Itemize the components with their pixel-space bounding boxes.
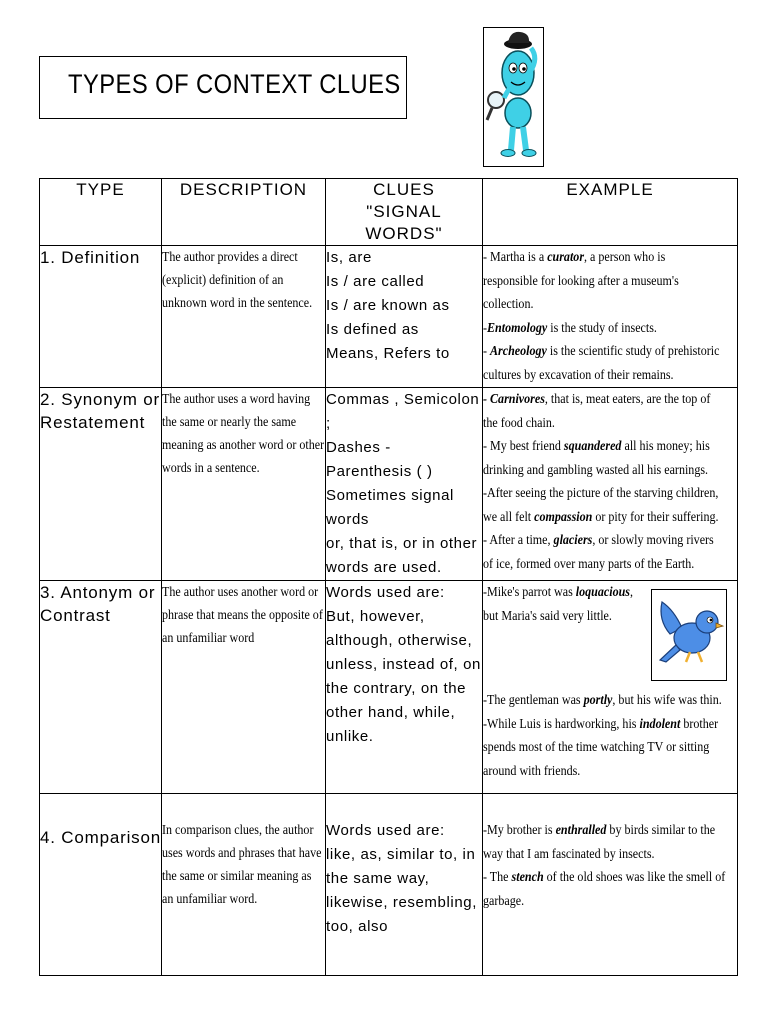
example-cell — [483, 246, 738, 388]
example-line — [483, 890, 701, 914]
header-description: DESCRIPTION — [162, 179, 326, 246]
example-keyword: Entomology — [487, 320, 548, 336]
example-text: - The — [483, 870, 512, 885]
signal-word: But, however, — [326, 608, 425, 625]
example-text: , or slowly moving rivers — [592, 533, 714, 548]
description-text: The author uses another word or phrase that means the opposite of an unfamiliar word — [162, 585, 323, 646]
example-cell — [483, 794, 738, 976]
example-text: but Maria's said very little. — [483, 608, 612, 624]
example-text: - — [483, 320, 488, 336]
example-line — [483, 293, 701, 317]
description-cell — [162, 388, 326, 581]
header-clues-line2: "SIGNAL WORDS" — [365, 202, 443, 243]
type-label: Contrast — [40, 606, 111, 625]
example-keyword: glaciers — [553, 533, 593, 548]
example-keyword: loquacious — [575, 585, 630, 600]
example-text: by birds similar to the — [606, 823, 716, 838]
example-text: -The gentleman was — [483, 693, 584, 708]
example-keyword: indolent — [639, 716, 681, 732]
signal-word: the contrary, on the — [326, 680, 467, 697]
bird-image-frame — [651, 589, 727, 681]
example-keyword: portly — [583, 693, 613, 708]
example-text: garbage. — [483, 893, 525, 909]
type-cell — [40, 794, 162, 976]
example-line — [483, 736, 710, 760]
description-text: The author uses a word having the same or nearly the same meaning as another word or other words in a sentence. — [162, 392, 325, 476]
signal-word: words are used. — [326, 559, 442, 576]
signal-word: Is / are known as — [326, 297, 450, 314]
example-text: the food chain. — [483, 415, 555, 431]
table-row — [40, 246, 738, 388]
example-line — [483, 364, 701, 388]
example-text: we all felt — [483, 509, 535, 525]
example-line — [483, 506, 719, 530]
table-row — [40, 581, 738, 794]
example-keyword: squandered — [563, 439, 622, 454]
example-line — [483, 340, 720, 364]
signal-word: although, otherwise, — [326, 632, 473, 649]
example-line — [483, 270, 701, 294]
example-text: -My brother is — [483, 823, 556, 838]
example-line — [483, 819, 716, 843]
signal-word: the same way, — [326, 870, 430, 887]
example-line — [483, 553, 701, 577]
example-line — [483, 388, 711, 412]
description-cell — [162, 581, 326, 794]
title-box — [39, 56, 407, 119]
type-cell — [40, 246, 162, 388]
signal-word: Words used are: — [326, 584, 445, 601]
example-text: around with friends. — [483, 763, 581, 779]
signal-word: likewise, resembling, — [326, 894, 477, 911]
example-text: - — [483, 344, 491, 359]
example-text: , a person who is — [584, 250, 666, 265]
signal-word: too, also — [326, 918, 389, 935]
example-line — [483, 482, 719, 506]
signal-word: other hand, while, — [326, 704, 456, 721]
example-text: collection. — [483, 297, 534, 312]
clues-cell — [326, 388, 483, 581]
example-text: - Martha is a — [483, 250, 548, 265]
signal-word: like, as, similar to, in — [326, 846, 476, 863]
example-text: -Mike's parrot was — [483, 585, 576, 600]
clues-cell — [326, 794, 483, 976]
signal-word: Is defined as — [326, 321, 419, 338]
example-line — [483, 317, 701, 341]
example-text: , that is, meat eaters, are the top of — [544, 392, 711, 407]
signal-word: Parenthesis ( ) — [326, 463, 433, 480]
example-cell — [483, 388, 738, 581]
example-line — [483, 435, 710, 459]
example-line — [483, 760, 701, 784]
example-text: brother — [680, 716, 719, 732]
header-clues-line1: CLUES — [373, 180, 435, 199]
example-text: -While Luis is hardworking, his — [483, 716, 640, 732]
bird-icon — [652, 590, 726, 680]
signal-word: Is / are called — [326, 273, 425, 290]
signal-word: Words used are: — [326, 822, 445, 839]
table-row — [40, 388, 738, 581]
header-example: EXAMPLE — [483, 179, 738, 246]
signal-word: Is, are — [326, 249, 372, 266]
example-line — [483, 246, 701, 270]
header-clues — [326, 179, 483, 246]
context-clues-table — [39, 178, 738, 976]
type-label: Restatement — [40, 413, 146, 432]
table-header-row — [40, 179, 738, 246]
example-line — [483, 843, 701, 867]
example-text: spends most of the time watching TV or sitting — [483, 740, 710, 755]
example-text: -After seeing the picture of the starving children, — [483, 486, 719, 501]
type-label: 3. Antonym or — [40, 583, 156, 602]
example-text: drinking and gambling wasted all his earnings. — [483, 462, 709, 478]
clues-cell — [326, 581, 483, 794]
signal-word: Sometimes signal words — [326, 487, 454, 528]
type-label: 2. Synonym or — [40, 390, 161, 409]
example-text: , — [629, 585, 633, 600]
page-title: TYPES OF CONTEXT CLUES — [68, 69, 401, 99]
example-keyword: curator — [547, 250, 585, 265]
example-line — [483, 529, 714, 553]
example-text: is the scientific study of prehistoric — [546, 344, 720, 359]
example-keyword: stench — [511, 870, 544, 885]
description-text: In comparison clues, the author uses words and phrases that have the same or similar meaning as an unfamiliar word. — [162, 823, 322, 907]
example-text: way that I am fascinated by insects. — [483, 846, 655, 862]
description-cell — [162, 794, 326, 976]
signal-word: Commas , Semicolon ; — [326, 391, 480, 432]
example-text: of the old shoes was like the smell of — [543, 870, 726, 885]
example-line — [483, 459, 709, 483]
example-text: - After a time, — [483, 533, 554, 548]
example-text: all his money; his — [621, 439, 710, 454]
signal-word: or, that is, or in other — [326, 535, 478, 552]
example-line — [483, 866, 726, 890]
example-keyword: enthralled — [555, 823, 607, 838]
signal-word: Means, Refers to — [326, 345, 450, 362]
type-label: 4. Comparison — [40, 828, 161, 847]
example-keyword: compassion — [534, 509, 593, 525]
example-text: cultures by excavation of their remains. — [483, 367, 674, 383]
signal-word: unlike. — [326, 728, 374, 745]
example-text: responsible for looking after a museum's — [483, 273, 679, 289]
header-type: TYPE — [40, 179, 162, 246]
example-line — [483, 412, 701, 436]
description-text: The author provides a direct (explicit) definition of an unknown word in the sentence. — [162, 250, 313, 311]
example-text: or pity for their suffering. — [592, 509, 719, 525]
example-line — [483, 713, 719, 737]
example-keyword: Archeology — [490, 344, 547, 359]
type-cell — [40, 388, 162, 581]
example-text: is the study of insects. — [547, 320, 657, 336]
clues-cell — [326, 246, 483, 388]
signal-word: Dashes - — [326, 439, 391, 456]
signal-word: unless, instead of, on — [326, 656, 481, 673]
example-bottom-text — [483, 689, 737, 783]
example-keyword: - Carnivores — [483, 392, 545, 407]
example-cell — [483, 581, 738, 794]
detective-icon — [484, 28, 543, 166]
example-text: of ice, formed over many parts of the Earth. — [483, 556, 695, 572]
example-text: , but his wife was thin. — [612, 693, 722, 708]
type-cell — [40, 581, 162, 794]
type-label: 1. Definition — [40, 248, 141, 267]
table-row — [40, 794, 738, 976]
detective-image-frame — [483, 27, 544, 167]
example-text: - My best friend — [483, 439, 564, 454]
example-line — [483, 689, 722, 713]
description-cell — [162, 246, 326, 388]
